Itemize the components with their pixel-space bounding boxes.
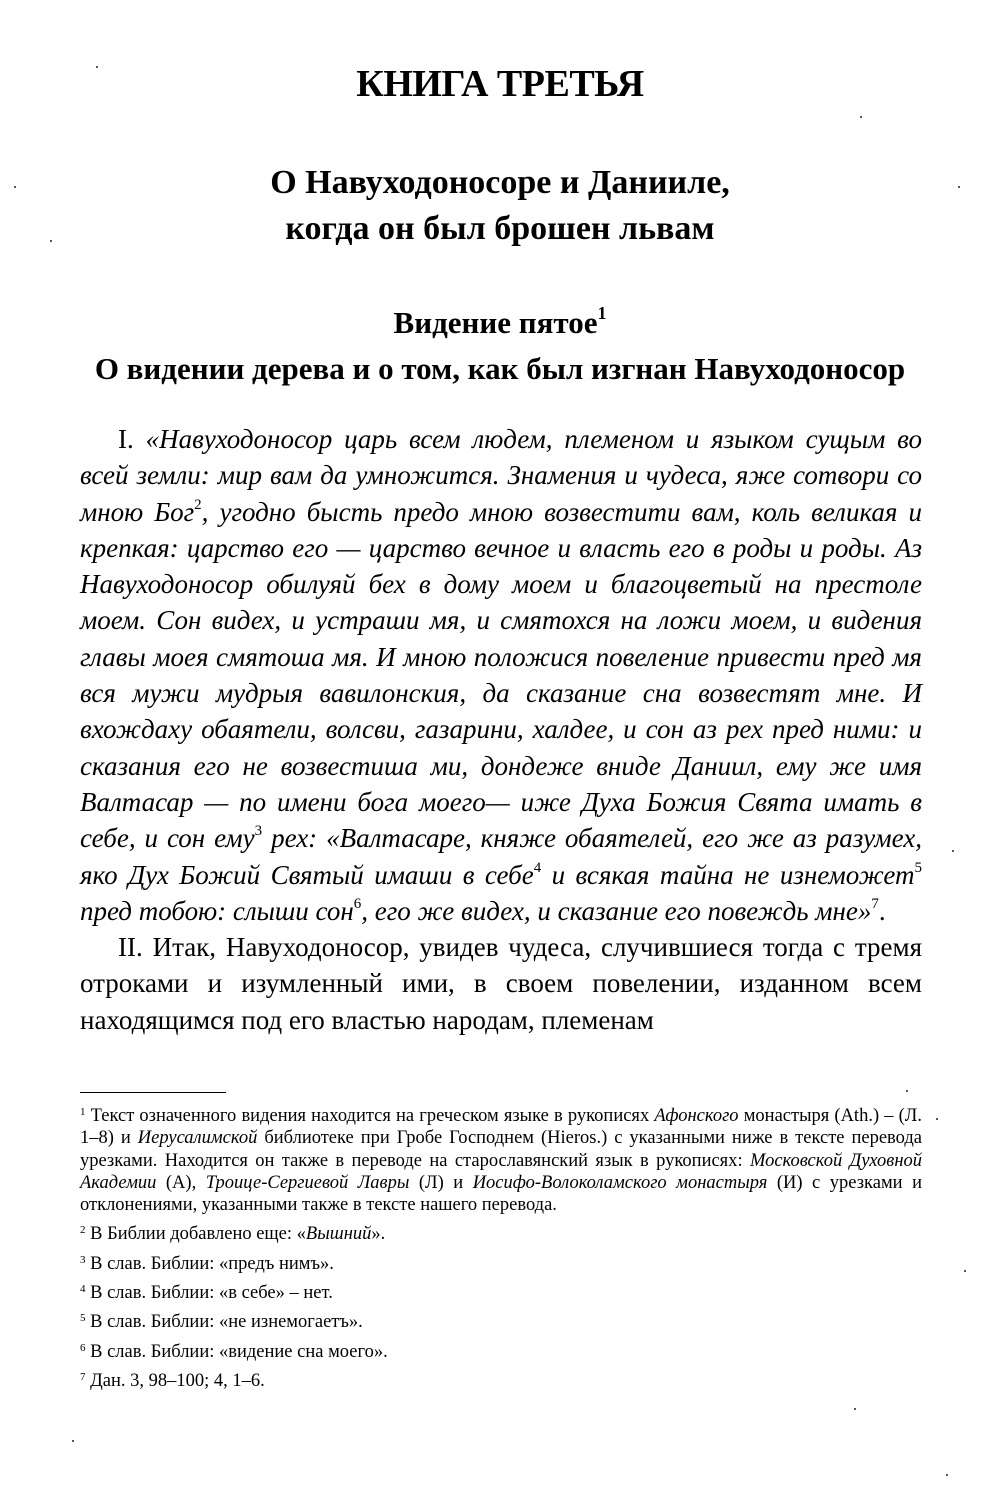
footnote-number: 1 [80,1106,86,1118]
scan-speck [72,1440,74,1442]
quote-text-a: «Навуходоносор царь всем людем, племеном и языком сущым во всей земли: мир вам да умножится. Знамения и чудеса, яже сотвори со мною Бог [80,424,922,527]
quote-text-d: и всякая тайна не изнеможет [541,859,915,890]
vision-heading [0,290,1000,392]
footnote-italic: Московской Духовной Академии [80,1150,922,1193]
paragraph-1 [80,421,922,929]
footnote-number: 7 [80,1370,86,1383]
footnote-text: ». [371,1224,386,1245]
scan-speck [964,1270,966,1272]
footnote-text: (И) с урезками и отклонениями, указанными также в тексте нашего перевода. [80,1172,922,1216]
footnote-7 [80,1370,922,1392]
footnote-number: 2 [80,1224,86,1237]
scan-speck [906,1090,908,1092]
footnote-text: В слав. Библии: «в себе» – нет. [85,1283,333,1304]
footnote-number: 5 [80,1312,86,1325]
scan-speck [952,850,954,852]
footnote-3 [80,1253,922,1275]
scan-speck [958,186,960,188]
footnote-ref-4[interactable]: 4 [533,859,542,876]
footnote-text: Дан. 3, 98–100; 4, 1–6. [85,1370,265,1391]
main-text [80,421,922,1038]
chapter-title [0,160,1000,252]
footnote-italic: Афонского [654,1106,739,1126]
quote-text-c: рех: «Валтасаре, княже обаятелей, его же аз разумех, яко Дух Божий Святый имаши в себе [80,823,922,890]
footnote-ref-5[interactable]: 5 [914,859,922,876]
footnote-italic: Вышний [305,1224,372,1245]
footnote-ref-1[interactable]: 1 [597,303,607,323]
footnote-text: Текст означенного видения находится на греческом языке в рукописях [85,1106,655,1126]
scan-speck [50,240,52,242]
footnote-6 [80,1341,922,1363]
footnote-text: (А), [156,1172,206,1193]
footnote-ref-6[interactable]: 6 [353,895,362,912]
footnote-ref-3[interactable]: 3 [254,823,263,840]
paragraph-2: II. Итак, Навуходоносор, увидев чудеса, случившиеся тогда с тремя отроками и изумленный ими, в своем повелении, изданном всем находящимся под его властью народам, племенам [80,932,922,1035]
scan-speck [14,186,16,188]
scan-speck [854,1408,856,1410]
footnote-2 [80,1223,922,1245]
footnote-text: (Л) и [409,1172,473,1193]
scan-speck [946,1474,948,1476]
chapter-title-line1: О Навуходоносоре и Данииле, [270,164,730,201]
quote-text-f: , его же видех, и сказание его повеждь мне» [361,895,872,926]
footnote-number: 4 [80,1283,86,1296]
scan-speck [860,116,862,118]
quote-text-g: . [878,895,886,926]
footnote-italic: Иосифо-Волоколамского монастыря [472,1172,768,1193]
footnote-text: монастыря (Ath.) – (Л. 1–8) и [80,1106,922,1149]
footnote-5 [80,1311,922,1333]
footnote-italic: Иерусалимской [137,1128,258,1149]
scan-speck [96,66,98,68]
footnote-divider [80,1092,226,1093]
footnote-text: В слав. Библии: «не изнемогаетъ». [85,1312,363,1333]
footnote-text: В слав. Библии: «видение сна моего». [85,1341,388,1362]
vision-title: Видение пятое [393,305,598,340]
quote-text-b: , угодно бысть предо мною возвестити вам, коль великая и крепкая: царство его — царство вечное и власть его в роды и роды. Аз Навуходоносор обилуяй бех в дому моем и благоцветый на престоле моем. Сон видех, и устраши мя, и смятохся на ложи моем, и видения главы моея смятоша мя. И мною положися повеление привести пред мя вся мужи мудрыя вавилонския, да сказание сна возвестят мне. И вхождаху обаятели, волсви, газарини, халдее, и сон аз рех пред ними: и сказания его не возвестиша ми, дондеже вниде Даниил, ему же имя Валтасар — по имени бога моего— иже Духа Божия Свята имать в себе, и сон ему [80,496,923,854]
scan-speck [936,1118,938,1120]
chapter-title-line2: когда он был брошен львам [285,210,715,247]
footnote-ref-2[interactable]: 2 [194,496,202,513]
footnote-italic: Троице-Сергиевой Лавры [205,1172,410,1193]
footnote-ref-7[interactable]: 7 [871,895,879,912]
footnote-text: В слав. Библии: «предъ нимъ». [85,1253,334,1274]
footnote-4 [80,1282,922,1304]
footnote-text: В Библии добавлено еще: « [85,1224,306,1245]
section-numeral: I. [118,424,146,454]
book-title: КНИГА ТРЕТЬЯ [356,63,644,105]
quote-text-e: пред тобою: слыши сон [80,895,354,926]
footnotes [80,1105,922,1399]
footnote-number: 3 [80,1253,86,1266]
vision-subtitle: О видении дерева и о том, как был изгнан Навуходоносор [94,351,906,386]
footnote-number: 6 [80,1341,86,1354]
footnote-1 [80,1105,922,1216]
footnote-text: библиотеке при Гробе Господнем (Hieros.) с указанными ниже в тексте перевода урезками. Находится он также в переводе на старославянский язык в рукописях: [80,1128,922,1171]
